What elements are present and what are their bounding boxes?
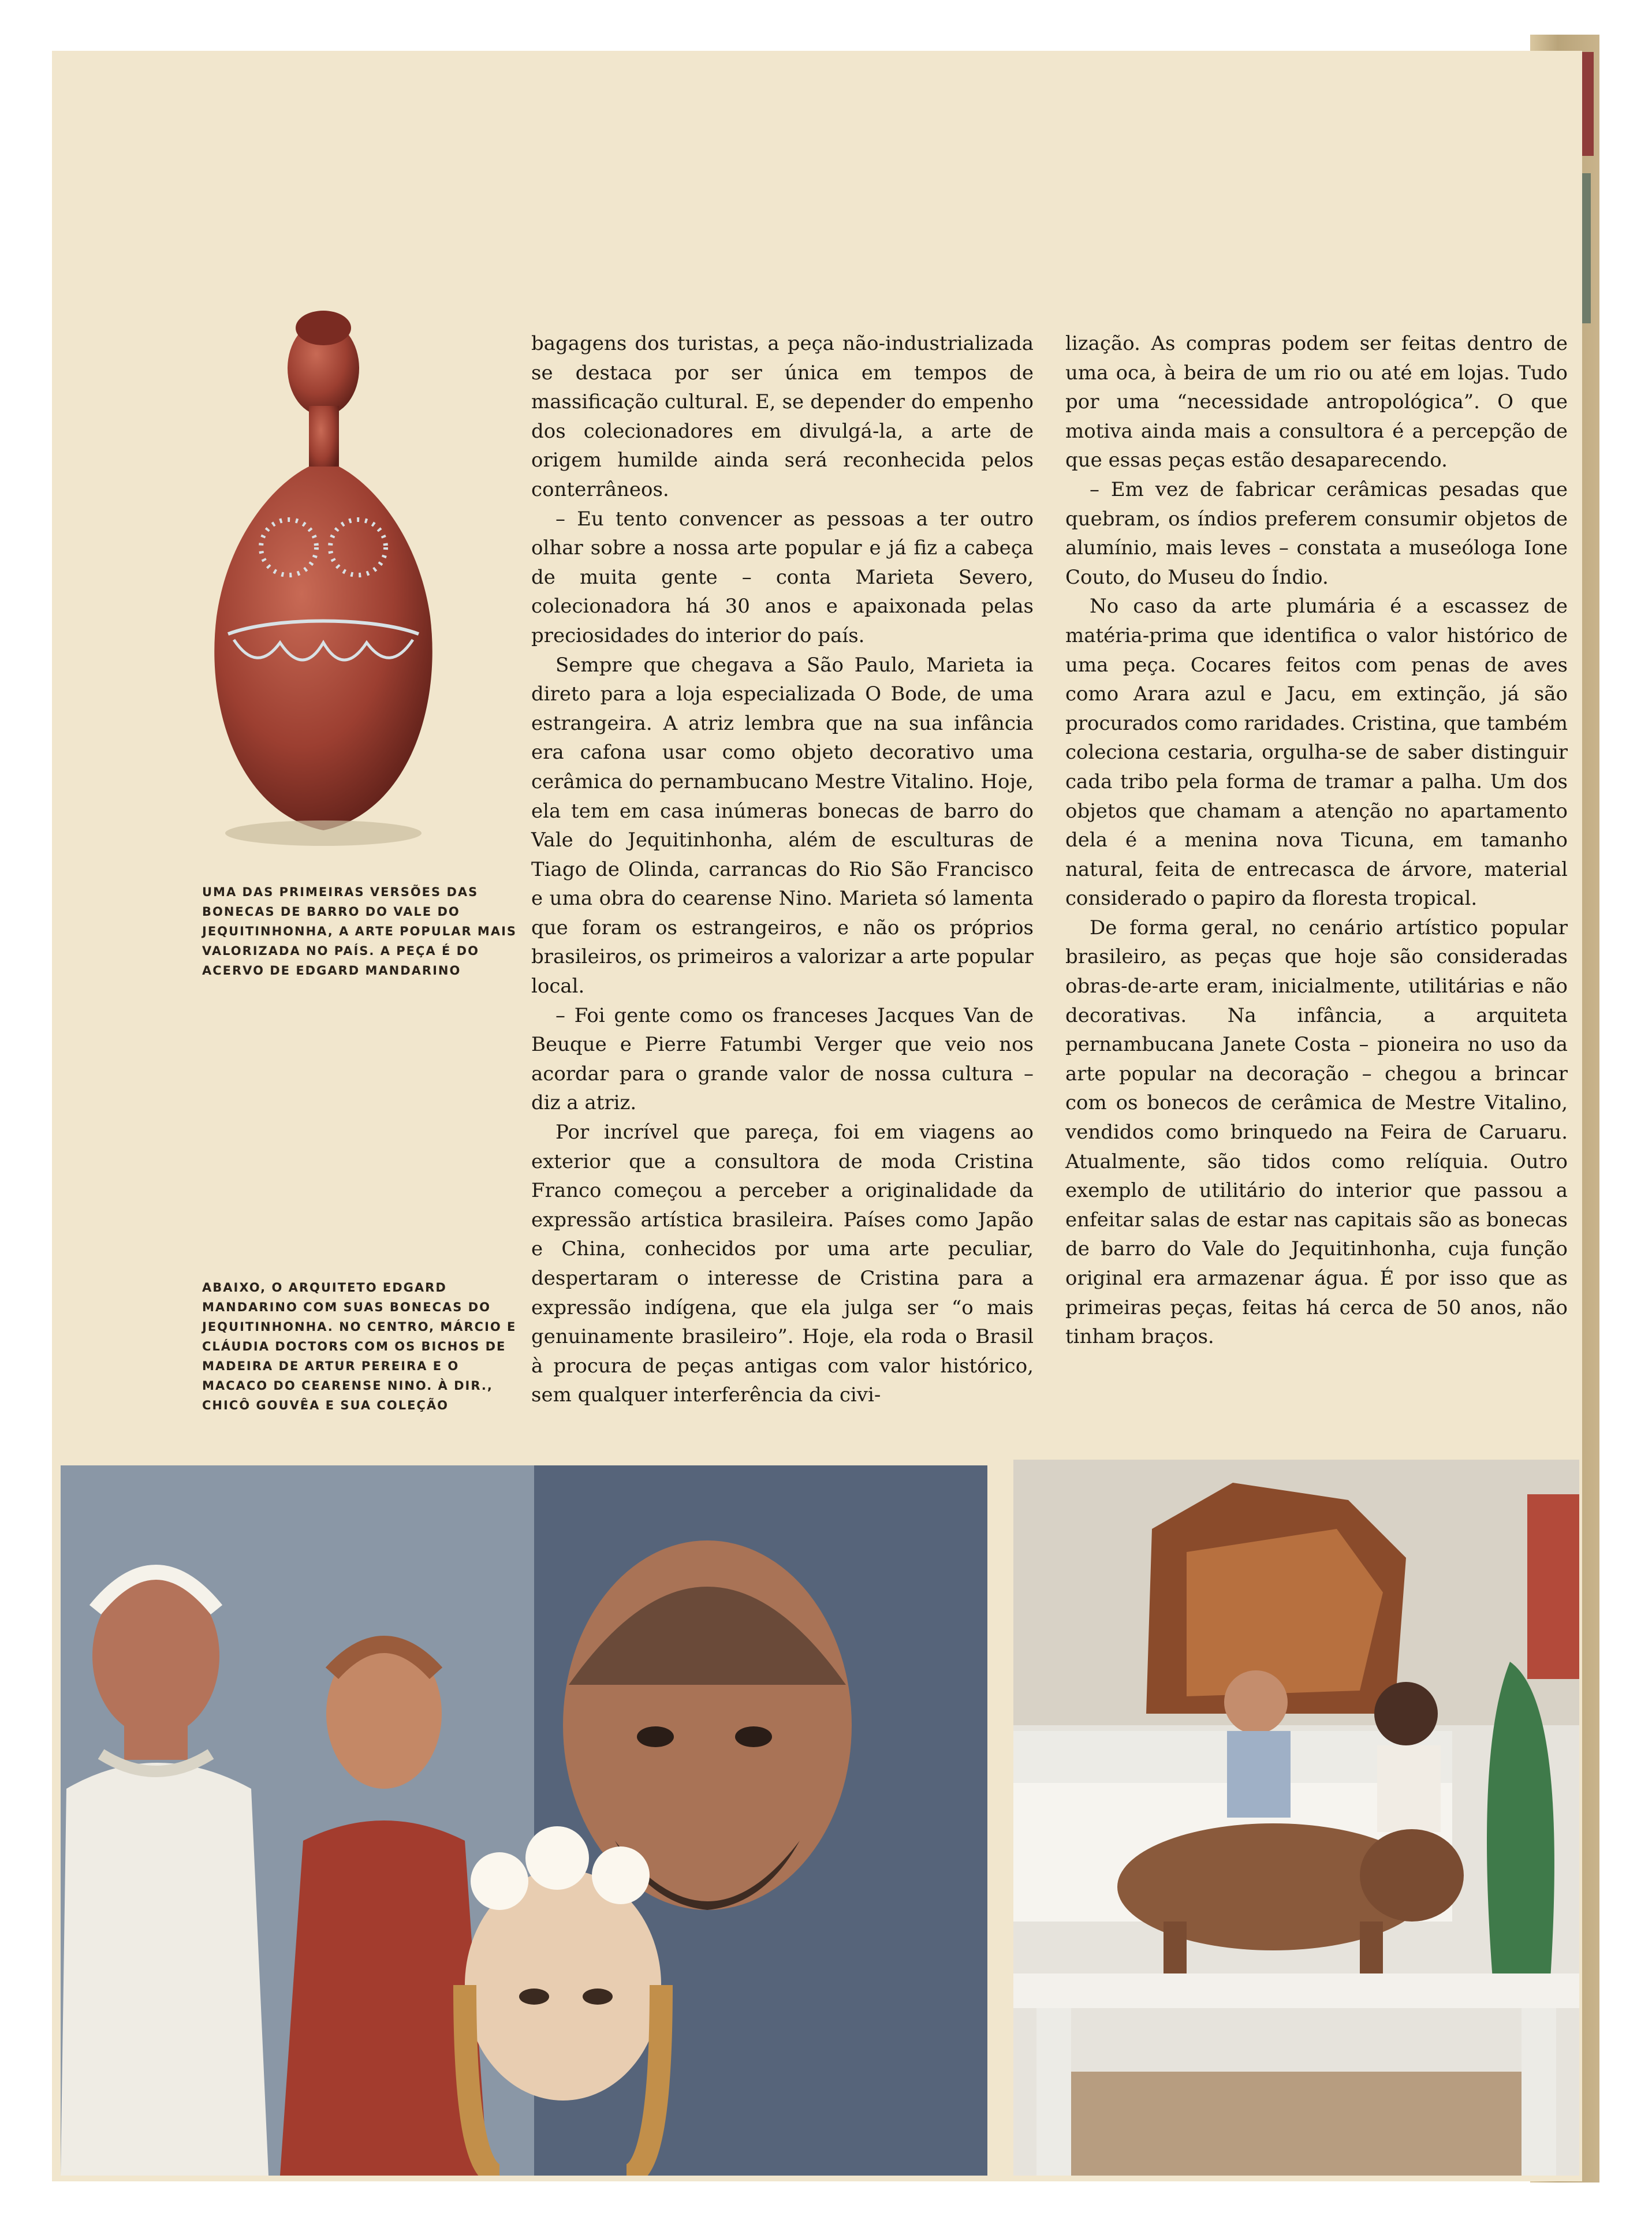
paragraph: – Eu tento convencer as pessoas a ter outro olhar sobre a nossa arte popular e já fiz a cabeça de muita gente – conta Marieta Severo, colecionadora há 30 anos e apaixonada pelas preciosidades do interior do país.	[531, 507, 1034, 647]
paragraph: Por incrível que pareça, foi em viagens ao exterior que a consultora de moda Cristina Franco começou a perceber a originalidade da expressão artística brasileira. Países como Japão e China, conhecidos por uma arte peculiar, despertaram o interesse de Cristina para a expressão indígena, que ela julga ser “o mais genuinamente brasileiro”. Hoje, ela roda o Brasil à procura de peças antigas com valor histórico, sem qualquer interferência da civi-	[531, 1121, 1034, 1407]
paragraph: Sempre que chegava a São Paulo, Marieta ia direto para a loja especializada O Bode, de uma estrangeira. A atriz lembra que na sua infância era cafona usar como objeto decorativo uma cerâmica do pernambucano Mestre Vitalino. Hoje, ela tem em casa inúmeras bonecas de barro do Vale do Jequitinhonha, além de esculturas de Tiago de Olinda, carrancas do Rio São Francisco e uma obra do cearense Nino. Marieta só lamenta que foram os estrangeiros, e não os próprios brasileiros, os primeiros a valorizar a arte popular local.	[531, 653, 1034, 998]
paragraph: No caso da arte plumária é a escassez de matéria-prima que identifica o valor histórico de uma peça. Cocares feitos com penas de aves como Arara azul e Jacu, em extinção, já são procurados como raridades. Cristina, que também coleciona cestaria, orgulha-se de saber distinguir cada tribo pela forma de tramar a palha. Um dos objetos que chamam a atenção no apartamento dela é a menina nova Ticuna, em tamanho natural, feita de entrecasca de árvore, material considerado o papiro da floresta tropical.	[1065, 595, 1568, 911]
paragraph: lização. As compras podem ser feitas dentro de uma oca, à beira de um rio ou até em lojas. Tudo por uma “necessidade antropológica”. O que motiva ainda mais a consultora é a percepção de que essas peças estão desaparecendo.	[1065, 332, 1568, 472]
paragraph: bagagens dos turistas, a peça não-industrializada se destaca por ser única em tempos de massificação cultural. E, se depender do empenho dos colecionadores em divulgá-la, a arte de origem humilde ainda será reconhecida pelos conterrâneos.	[531, 332, 1034, 501]
article-column-middle	[531, 329, 1034, 1410]
photos-caption: ABAIXO, O ARQUITETO EDGARD MANDARINO COM SUAS BONECAS DO JEQUITINHONHA. NO CENTRO, MÁRCIO E CLÁUDIA DOCTORS COM OS BICHOS DE MADEIRA DE ARTUR PEREIRA E O MACACO DO CEARENSE NINO. À DIR., CHICÔ GOUVÊA E SUA COLEÇÃO	[202, 1281, 517, 1412]
collection-room-photo	[1013, 1460, 1579, 2176]
article-column-right	[1065, 329, 1568, 1352]
clay-doll-photo	[193, 293, 448, 865]
paragraph: De forma geral, no cenário artístico popular brasileiro, as peças que hoje são consideradas obras-de-arte eram, inicialmente, utilitárias e não decorativas. Na infância, a arquiteta pernambucana Janete Costa – pioneira no uso da arte popular na decoração – chegou a brincar com os bonecos de cerâmica de Mestre Vitalino, vendidos como brinquedo na Feira de Caruaru. Atualmente, são tidos como relíquia. Outro exemplo de utilitário do interior que passou a enfeitar salas de estar nas capitais são as bonecas de barro do Vale do Jequitinhonha, cuja função original era armazenar água. É por isso que as primeiras peças, feitas há cerca de 50 anos, não tinham braços.	[1065, 916, 1568, 1349]
doll-caption: UMA DAS PRIMEIRAS VERSÕES DAS BONECAS DE BARRO DO VALE DO JEQUITINHONHA, A ARTE POPULAR MAIS VALORIZADA NO PAÍS. A PEÇA É DO ACERVO DE EDGARD MANDARINO	[202, 885, 517, 978]
paragraph: – Foi gente como os franceses Jacques Van de Beuque e Pierre Fatumbi Verger que veio nos acordar para o grande valor de nossa cultura – diz a atriz.	[531, 1003, 1034, 1115]
paragraph: – Em vez de fabricar cerâmicas pesadas que quebram, os índios preferem consumir objetos de alumínio, mais leves – constata a museóloga Ione Couto, do Museu do Índio.	[1065, 477, 1568, 589]
magazine-page	[52, 51, 1582, 2181]
architect-with-dolls-photo	[61, 1465, 987, 2176]
